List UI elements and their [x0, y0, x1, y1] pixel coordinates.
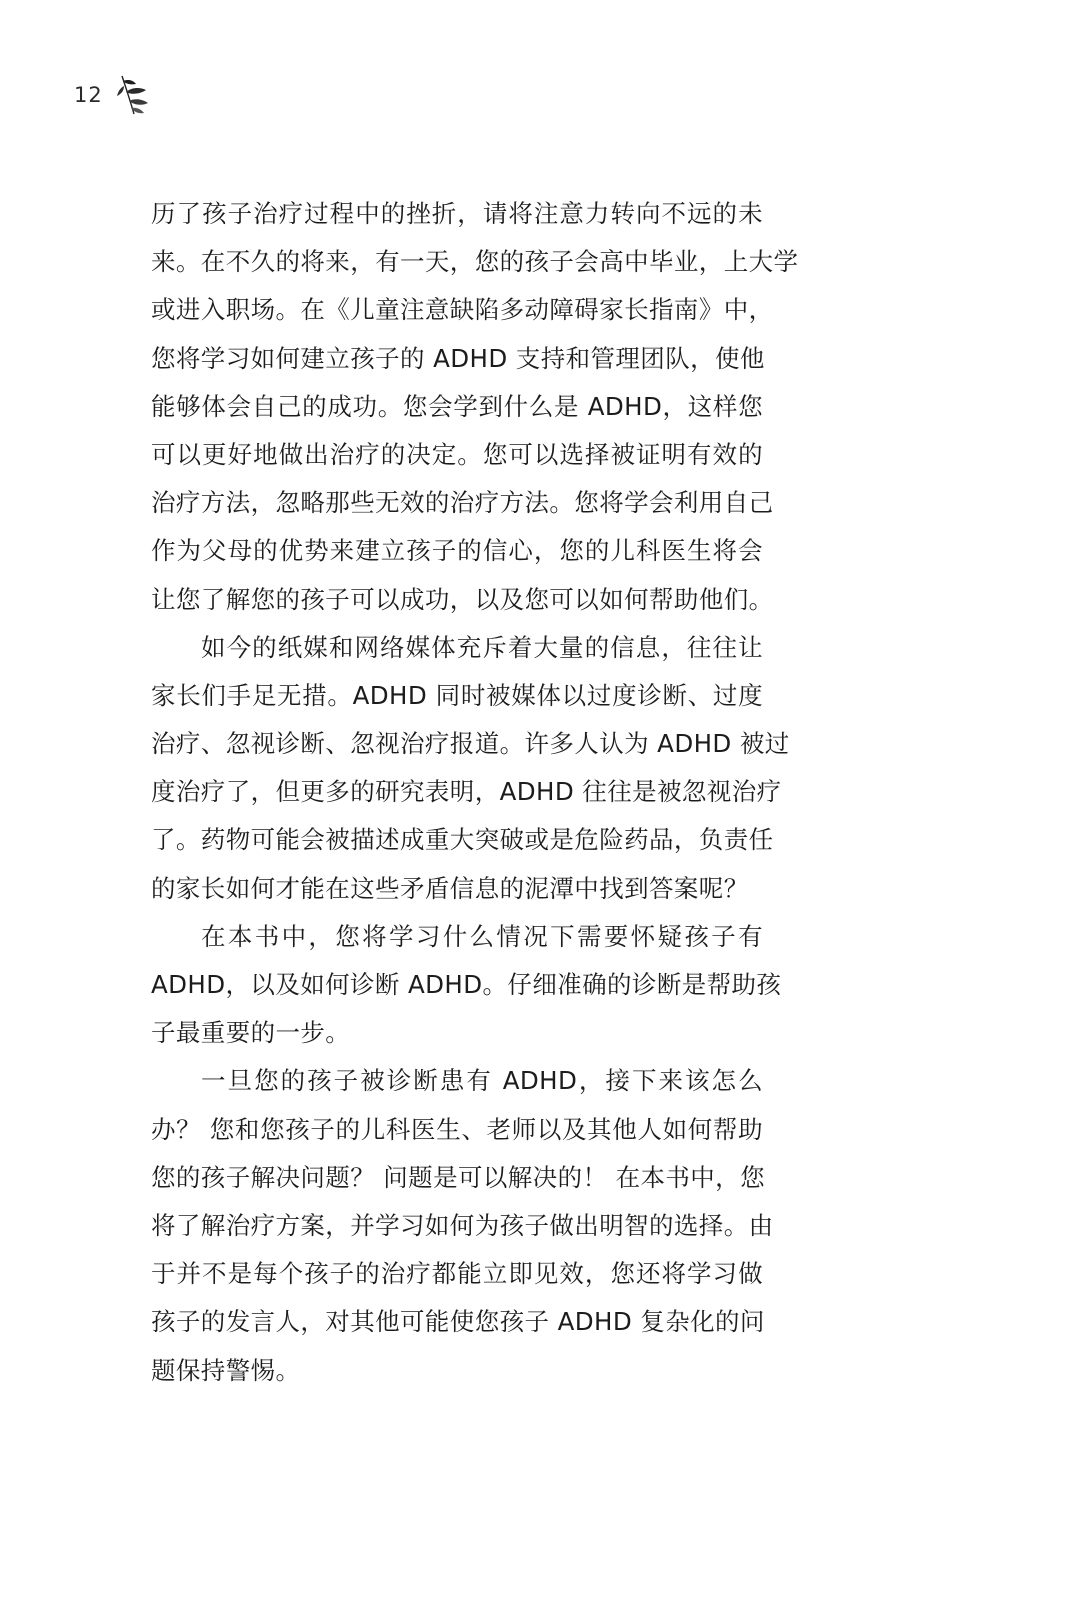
text-line: 来。在不久的将来，有一天，您的孩子会高中毕业，上大学: [151, 247, 799, 277]
text-line: 治疗、忽视诊断、忽视治疗报道。许多人认为 ADHD 被过: [151, 729, 790, 759]
text-line: 题保持警惕。: [151, 1355, 301, 1385]
text-line: 如今的纸媒和网络媒体充斥着大量的信息，往往让: [201, 632, 763, 662]
text-line: 您将学习如何建立孩子的 ADHD 支持和管理团队，使他: [151, 343, 765, 373]
text-line: 度治疗了，但更多的研究表明，ADHD 往往是被忽视治疗: [151, 777, 782, 807]
text-line: 的家长如何才能在这些矛盾信息的泥潭中找到答案呢？: [151, 873, 749, 903]
text-line: 了。药物可能会被描述成重大突破或是危险药品，负责任: [151, 825, 774, 855]
text-line: ADHD，以及如何诊断 ADHD。仔细准确的诊断是帮助孩: [151, 970, 782, 999]
page-number: 12: [74, 83, 103, 107]
text-line: 在本书中，您将学习什么情况下需要怀疑孩子有: [201, 921, 763, 951]
text-line: 作为父母的优势来建立孩子的信心，您的儿科医生将会: [151, 536, 763, 566]
text-line: 或进入职场。在《儿童注意缺陷多动障碍家长指南》中，: [151, 295, 774, 325]
text-line: 治疗方法，忽略那些无效的治疗方法。您将学会利用自己: [151, 488, 774, 518]
text-line: 您的孩子解决问题？ 问题是可以解决的！ 在本书中，您: [151, 1162, 765, 1192]
text-line: 可以更好地做出治疗的决定。您可以选择被证明有效的: [151, 439, 763, 469]
text-line: 办？ 您和您孩子的儿科医生、老师以及其他人如何帮助: [151, 1114, 763, 1144]
text-line: 将了解治疗方案，并学习如何为孩子做出明智的选择。由: [151, 1210, 774, 1240]
text-line: 让您了解您的孩子可以成功，以及您可以如何帮助他们。: [151, 584, 774, 614]
text-line: 孩子的发言人，对其他可能使您孩子 ADHD 复杂化的问: [151, 1307, 765, 1337]
text-line: 能够体会自己的成功。您会学到什么是 ADHD，这样您: [151, 391, 763, 421]
body-text: [151, 190, 799, 1395]
leaf-sprig-icon: [114, 70, 164, 116]
text-line: 于并不是每个孩子的治疗都能立即见效，您还将学习做: [151, 1259, 763, 1289]
text-line: 子最重要的一步。: [151, 1018, 351, 1048]
text-line: 一旦您的孩子被诊断患有 ADHD，接下来该怎么: [201, 1066, 763, 1096]
text-line: 历了孩子治疗过程中的挫折，请将注意力转向不远的未: [151, 199, 763, 228]
text-line: 家长们手足无措。ADHD 同时被媒体以过度诊断、过度: [151, 680, 763, 710]
